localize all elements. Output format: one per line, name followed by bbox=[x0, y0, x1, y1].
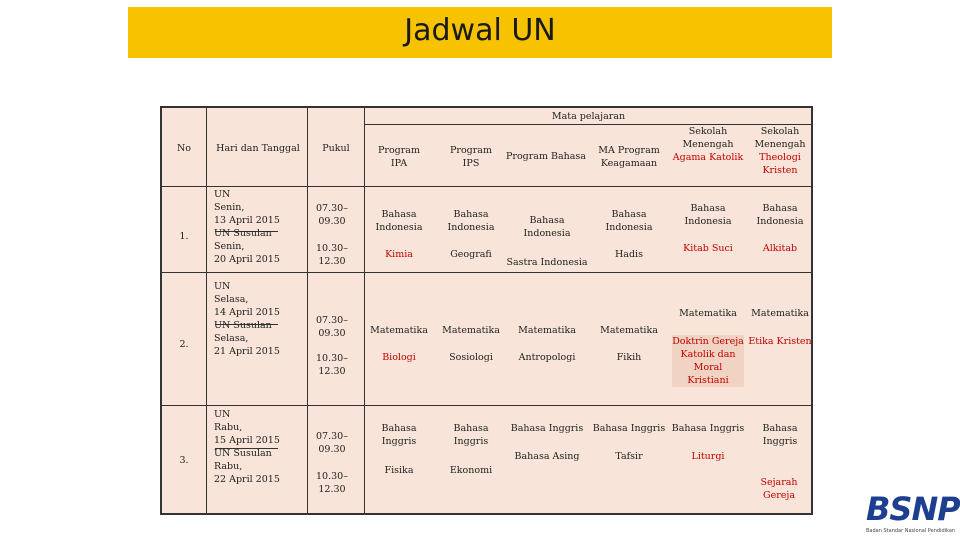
subject-cell: Bahasa Indonesia bbox=[684, 203, 732, 227]
date-line: 15 April 2015 bbox=[214, 435, 280, 446]
grid-line bbox=[162, 405, 813, 406]
exam-schedule-table bbox=[160, 106, 813, 515]
subject-cell: Matematika bbox=[679, 308, 737, 319]
subject-cell: Bahasa Inggris bbox=[381, 423, 417, 447]
header-katolik-agama: Agama Katolik bbox=[672, 152, 744, 163]
subject-cell: Antropologi bbox=[518, 352, 576, 363]
date-line: Senin, bbox=[214, 202, 245, 213]
grid-line bbox=[162, 186, 813, 187]
subject-cell: Etika Kristen bbox=[748, 336, 812, 347]
subject-cell: Fikih bbox=[616, 352, 642, 363]
header-sekolah-katolik bbox=[670, 125, 746, 164]
bsnp-logo-text: BSNP bbox=[866, 490, 960, 528]
row-date bbox=[214, 188, 306, 266]
header-pukul: Pukul bbox=[322, 143, 350, 154]
subject-cell: Kimia bbox=[385, 249, 413, 260]
subject-cell: Sastra Indonesia bbox=[506, 257, 588, 268]
subject-cell: Bahasa Asing bbox=[514, 451, 580, 462]
subject-cell: Fisika bbox=[384, 465, 414, 476]
subject-cell: Bahasa Inggris bbox=[453, 423, 489, 447]
subject-cell: Tafsir bbox=[615, 451, 643, 462]
session-time: 07.30–09.30 bbox=[316, 315, 348, 339]
date-line: 20 April 2015 bbox=[214, 254, 280, 265]
date-line: 21 April 2015 bbox=[214, 346, 280, 357]
subject-cell: Kitab Suci bbox=[683, 243, 733, 254]
date-line: UN Susulan bbox=[214, 228, 272, 239]
header-kristen-line2: Menengah bbox=[754, 139, 806, 150]
subject-cell: Bahasa Inggris bbox=[510, 423, 584, 434]
bsnp-logo-subtitle: Badan Standar Nasional Pendidikan bbox=[866, 528, 956, 534]
date-line: Rabu, bbox=[214, 422, 243, 433]
date-line: UN Susulan bbox=[214, 320, 272, 331]
date-line: UN bbox=[214, 281, 231, 292]
subject-cell: Matematika bbox=[600, 325, 658, 336]
subject-cell: Alkitab bbox=[762, 243, 798, 254]
header-katolik-line2: Menengah bbox=[682, 139, 734, 150]
subject-cell: Ekonomi bbox=[449, 465, 493, 476]
header-katolik-line1: Sekolah bbox=[688, 126, 728, 137]
subject-cell: Hadis bbox=[615, 249, 643, 260]
subject-cell: Bahasa Indonesia bbox=[375, 209, 423, 233]
subject-cell: Matematika bbox=[518, 325, 576, 336]
subject-cell: Sejarah Gereja bbox=[760, 477, 798, 501]
grid-line bbox=[364, 108, 365, 515]
subject-cell: Bahasa Indonesia bbox=[605, 209, 653, 233]
row-number: 2. bbox=[179, 339, 189, 350]
header-ma-keagamaan: MA Program Keagamaan bbox=[598, 145, 660, 169]
header-hari-tanggal: Hari dan Tanggal bbox=[216, 143, 300, 154]
header-program-bahasa: Program Bahasa bbox=[506, 151, 586, 162]
header-kristen-theologi: Theologi Kristen bbox=[759, 152, 801, 176]
subject-cell: Geografi bbox=[450, 249, 492, 260]
subject-cell: Doktrin Gereja Katolik dan Moral Kristiani bbox=[672, 336, 744, 386]
subject-cell: Matematika bbox=[442, 325, 500, 336]
row-number: 3. bbox=[179, 455, 189, 466]
subject-cell: Bahasa Inggris bbox=[671, 423, 745, 434]
header-program-ipa: Program IPA bbox=[378, 145, 420, 169]
subject-cell: Matematika bbox=[751, 308, 809, 319]
session-time: 10.30–12.30 bbox=[316, 353, 348, 377]
subject-cell: Liturgi bbox=[691, 451, 725, 462]
date-line: Selasa, bbox=[214, 333, 249, 344]
date-line: Rabu, bbox=[214, 461, 243, 472]
subject-cell: Bahasa Indonesia bbox=[756, 203, 804, 227]
session-time: 07.30–09.30 bbox=[316, 431, 348, 455]
grid-line bbox=[307, 108, 308, 515]
subject-cell: Sosiologi bbox=[449, 352, 493, 363]
subject-cell: Biologi bbox=[382, 352, 416, 363]
header-sekolah-kristen bbox=[748, 125, 812, 177]
header-no: No bbox=[176, 143, 192, 154]
session-time: 07.30–09.30 bbox=[316, 203, 348, 227]
row-date bbox=[214, 280, 306, 358]
date-line: UN Susulan bbox=[214, 448, 272, 459]
date-line: 13 April 2015 bbox=[214, 215, 280, 226]
date-line: UN bbox=[214, 409, 231, 420]
date-line: Senin, bbox=[214, 241, 245, 252]
session-time: 10.30–12.30 bbox=[316, 471, 348, 495]
grid-line bbox=[206, 108, 207, 515]
header-mata-pelajaran: Mata pelajaran bbox=[551, 111, 626, 122]
subject-cell: Bahasa Indonesia bbox=[523, 215, 571, 239]
header-program-ips: Program IPS bbox=[450, 145, 492, 169]
session-time: 10.30–12.30 bbox=[316, 243, 348, 267]
subject-cell: Bahasa Inggris bbox=[762, 423, 798, 447]
row-number: 1. bbox=[179, 231, 189, 242]
page-title: Jadwal UN bbox=[404, 13, 556, 48]
date-line: 22 April 2015 bbox=[214, 474, 280, 485]
header-kristen-line1: Sekolah bbox=[760, 126, 800, 137]
date-line: UN bbox=[214, 189, 231, 200]
title-banner bbox=[128, 7, 832, 58]
grid-line bbox=[162, 272, 813, 273]
row-date bbox=[214, 408, 306, 486]
subject-cell: Matematika bbox=[370, 325, 428, 336]
subject-cell: Bahasa Indonesia bbox=[447, 209, 495, 233]
date-line: 14 April 2015 bbox=[214, 307, 280, 318]
date-line: Selasa, bbox=[214, 294, 249, 305]
subject-cell: Bahasa Inggris bbox=[592, 423, 666, 434]
